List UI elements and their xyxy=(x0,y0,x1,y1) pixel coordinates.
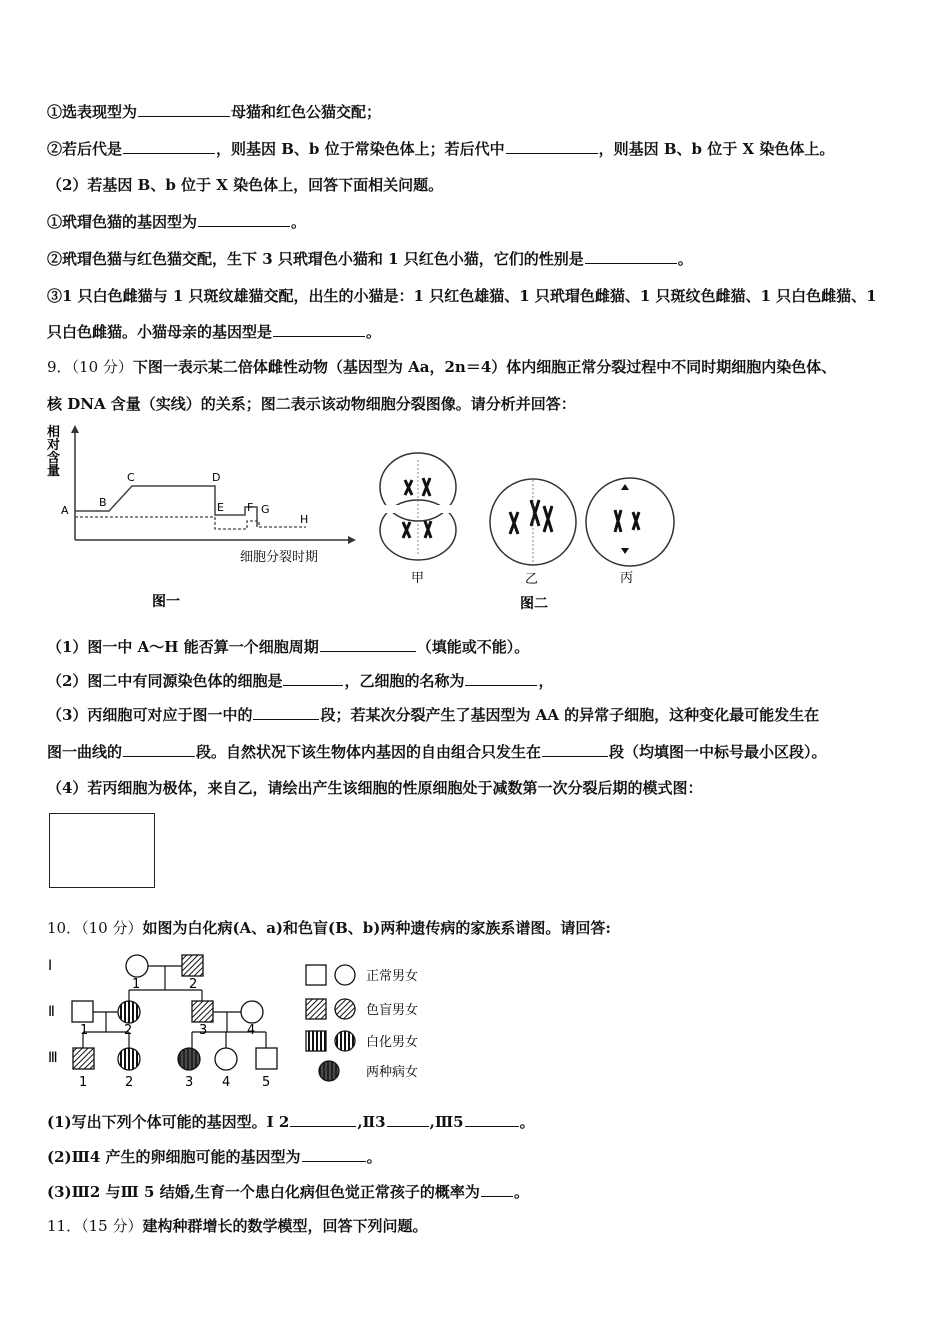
point-label: D xyxy=(212,471,221,484)
individual-number: 1 xyxy=(79,1075,88,1090)
gen3-female-normal xyxy=(215,1048,237,1070)
text: (2)Ⅲ4 产生的卵细胞可能的基因型为 xyxy=(47,1148,301,1166)
answer-blank xyxy=(138,102,230,117)
text: 。 xyxy=(519,1113,535,1131)
legend-label: 色盲男女 xyxy=(366,1003,419,1018)
question-number: 9．（10 分） xyxy=(47,358,133,376)
legend xyxy=(306,965,418,1081)
gen3-female-both xyxy=(178,1048,200,1070)
individual-number: 4 xyxy=(247,1023,256,1038)
gen2-male-normal xyxy=(72,1001,93,1022)
text: 母猫和红色公猫交配； xyxy=(231,103,382,121)
q8-line-1 xyxy=(47,102,381,122)
gen1-female-normal xyxy=(126,955,148,977)
cell-label: 乙 xyxy=(525,572,539,587)
text: ，则基因 B、b 位于 X 染色体上。 xyxy=(598,140,835,158)
pedigree-chart xyxy=(44,950,444,1098)
legend-label: 正常男女 xyxy=(366,969,419,984)
gen3-male-colorblind xyxy=(73,1048,94,1069)
q9-sub3 xyxy=(47,705,819,725)
text: 只白色雌猫。小猫母亲的基因型是 xyxy=(47,323,273,341)
q9-sub1 xyxy=(47,637,529,657)
point-label: C xyxy=(127,471,135,484)
y-axis-arrow xyxy=(71,425,79,433)
q9-sub2 xyxy=(47,671,553,691)
individual-number: 3 xyxy=(185,1075,194,1090)
cell-jia xyxy=(380,453,456,586)
question-number: 11．（15 分） xyxy=(47,1217,143,1235)
question-number: 10．（10 分） xyxy=(47,919,143,937)
chromosome-dashed-line xyxy=(75,517,306,529)
q9-sub3-cont xyxy=(47,742,827,762)
q10-intro xyxy=(47,918,611,938)
gen3-female-albino xyxy=(118,1048,140,1070)
text: (3)Ⅲ2 与Ⅲ 5 结婚,生育一个患白化病但色觉正常孩子的概率为 xyxy=(47,1183,480,1201)
q10-sub3 xyxy=(47,1182,529,1202)
q8-line-4 xyxy=(47,212,306,232)
individual-number: 2 xyxy=(125,1075,134,1090)
figure-1-chart xyxy=(44,424,360,614)
answer-blank xyxy=(585,249,677,264)
answer-blank xyxy=(290,1112,356,1127)
gen2-female-albino xyxy=(118,1001,140,1023)
answer-blank xyxy=(542,742,608,757)
text: ，则基因 B、b 位于常染色体上；若后代中 xyxy=(216,140,505,158)
text: ,Ⅱ3 xyxy=(357,1113,386,1131)
text: （3）丙细胞可对应于图一中的 xyxy=(47,706,253,724)
text: ①选表现型为 xyxy=(47,103,138,121)
text: 建构种群增长的数学模型，回答下列问题。 xyxy=(142,1217,428,1235)
figure-caption: 图二 xyxy=(520,596,548,612)
text: ②玳瑁色猫与红色猫交配，生下 3 只玳瑁色小猫和 1 只红色小猫，它们的性别是 xyxy=(47,250,584,268)
text: 段。自然状况下该生物体内基因的自由组合只发生在 xyxy=(196,743,542,761)
gen2-male-colorblind xyxy=(192,1001,213,1022)
point-label: F xyxy=(247,501,254,514)
q9-intro xyxy=(47,357,836,377)
text: （1）图一中 A～H 能否算一个细胞周期 xyxy=(47,638,319,656)
point-label: B xyxy=(99,496,107,509)
text: 。 xyxy=(513,1183,529,1201)
generation-label: Ⅲ xyxy=(48,1050,58,1066)
individual-number: 1 xyxy=(132,977,141,992)
y-label-char: 含 xyxy=(47,451,61,466)
text: 。 xyxy=(291,213,307,231)
q9-intro-2: 核 DNA 含量（实线）的关系；图二表示该动物细胞分裂图像。请分析并回答： xyxy=(47,395,576,413)
answer-blank xyxy=(253,705,319,720)
answer-blank xyxy=(320,637,416,652)
text: ②若后代是 xyxy=(47,140,123,158)
answer-blank xyxy=(302,1147,366,1162)
answer-blank xyxy=(481,1182,513,1197)
text: 。 xyxy=(366,323,382,341)
generation-label: Ⅱ xyxy=(48,1004,55,1020)
individual-number: 5 xyxy=(262,1075,271,1090)
q8-line-5 xyxy=(47,249,693,269)
text: ①玳瑁色猫的基因型为 xyxy=(47,213,198,231)
cell-label: 甲 xyxy=(411,571,425,586)
text: （填能或不能）。 xyxy=(416,638,530,656)
text: （2）图二中有同源染色体的细胞是 xyxy=(47,672,283,690)
text: ,Ⅲ5 xyxy=(429,1113,464,1131)
y-label-char: 量 xyxy=(47,464,61,479)
figure-2-cells xyxy=(375,450,685,615)
individual-number: 2 xyxy=(189,977,198,992)
answer-blank xyxy=(123,742,195,757)
legend-label: 白化男女 xyxy=(366,1035,419,1050)
individual-number: 2 xyxy=(124,1023,133,1038)
text: 段；若某次分裂产生了基因型为 AA 的异常子细胞，这种变化最可能发生在 xyxy=(320,706,820,724)
text: ， xyxy=(538,672,554,690)
q10-sub2 xyxy=(47,1147,382,1167)
point-label: A xyxy=(61,504,69,517)
point-label: G xyxy=(261,503,270,516)
text: 段（均填图一中标号最小区段）。 xyxy=(609,743,827,761)
text: ，乙细胞的名称为 xyxy=(344,672,465,690)
text: 如图为白化病(A、a)和色盲(B、b)两种遗传病的家族系谱图。请回答: xyxy=(142,919,611,937)
answer-blank xyxy=(465,1112,519,1127)
x-axis-arrow xyxy=(348,536,356,544)
gen1-male-colorblind xyxy=(182,955,203,976)
q8-part2-title: （2）若基因 B、b 位于 X 染色体上，回答下面相关问题。 xyxy=(47,176,444,194)
text: 图一曲线的 xyxy=(47,743,123,761)
answer-blank xyxy=(273,322,365,337)
answer-blank xyxy=(198,212,290,227)
y-label-char: 相 xyxy=(47,425,61,440)
cell-yi xyxy=(490,479,576,587)
figure-caption: 图一 xyxy=(152,594,180,610)
cell-bing xyxy=(586,478,674,586)
legend-label: 两种病女 xyxy=(366,1065,419,1080)
q10-sub1 xyxy=(47,1112,535,1132)
answer-blank xyxy=(123,139,215,154)
individual-number: 4 xyxy=(222,1075,231,1090)
individual-number: 3 xyxy=(199,1023,208,1038)
y-label-char: 对 xyxy=(47,438,61,453)
q11-intro xyxy=(47,1216,427,1236)
point-label: H xyxy=(300,513,309,526)
text: 。 xyxy=(366,1148,382,1166)
individual-number: 1 xyxy=(80,1023,89,1038)
q8-line-2 xyxy=(47,139,834,159)
q9-sub4: （4）若丙细胞为极体，来自乙，请绘出产生该细胞的性原细胞处于减数第一次分裂后期的模式图： xyxy=(47,779,703,797)
x-axis-label: 细胞分裂时期 xyxy=(240,550,319,565)
text: (1)写出下列个体可能的基因型。Ⅰ 2 xyxy=(47,1113,290,1131)
text: 。 xyxy=(677,250,693,268)
answer-blank xyxy=(506,139,598,154)
answer-blank xyxy=(387,1112,429,1127)
answer-blank xyxy=(283,671,343,686)
point-label: E xyxy=(217,501,224,514)
q8-line-7 xyxy=(47,322,381,342)
text: 下图一表示某二倍体雌性动物（基因型为 Aa，2n＝4）体内细胞正常分裂过程中不同时期细胞内染色体、 xyxy=(132,358,837,376)
answer-blank xyxy=(465,671,537,686)
gen2-female-normal xyxy=(241,1001,263,1023)
drawing-answer-box[interactable] xyxy=(49,813,155,888)
gen3-male-normal xyxy=(256,1048,277,1069)
q8-line-6: ③1 只白色雌猫与 1 只斑纹雄猫交配，出生的小猫是：1 只红色雄猫、1 只玳瑁色雌猫、1 只斑纹色雌猫、1 只白色雌猫、1 xyxy=(47,287,877,305)
generation-label: Ⅰ xyxy=(48,958,53,974)
cell-label: 丙 xyxy=(620,571,634,586)
